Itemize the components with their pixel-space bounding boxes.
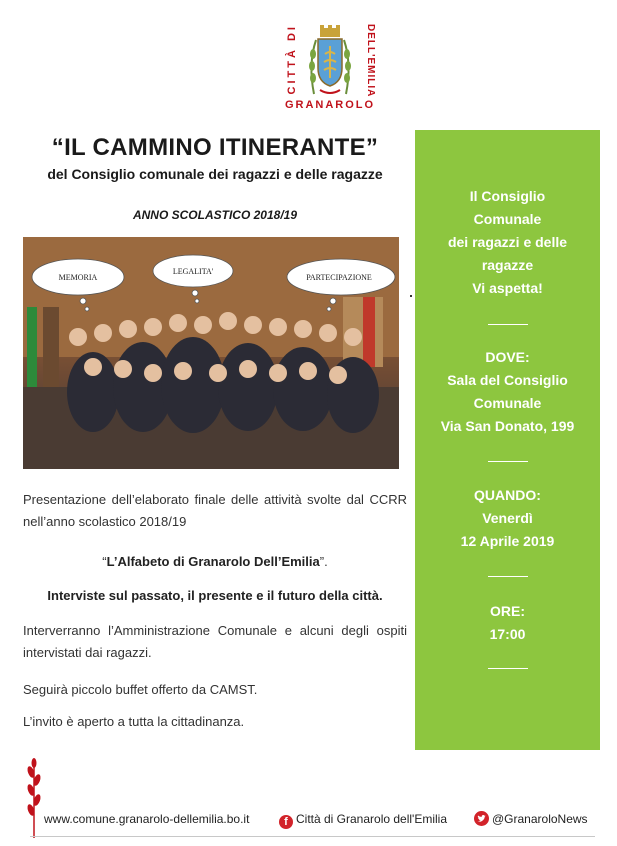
time-value: 17:00 (489, 626, 526, 642)
where-line: Comunale (473, 395, 542, 411)
page-title: “IL CAMMINO ITINERANTE” (51, 134, 379, 161)
project-title: L’Alfabeto di Granarolo Dell’Emilia (106, 554, 320, 569)
school-year: ANNO SCOLASTICO 2018/19 (132, 208, 298, 222)
cloud-label-legalita: LEGALITA' (172, 267, 214, 276)
decorative-dot (410, 295, 412, 297)
project-title-line (23, 551, 407, 573)
footer-bar (44, 810, 604, 830)
where-line: Sala del Consiglio (447, 372, 568, 388)
twitter-icon (474, 811, 489, 826)
divider (488, 461, 528, 462)
project-quote-open: “ (102, 554, 107, 569)
when-block (415, 484, 600, 553)
divider (488, 668, 528, 669)
event-info-panel (415, 130, 600, 750)
cloud-label-memoria: MEMORIA (58, 273, 98, 282)
welcome-line: Il Consiglio (469, 188, 546, 204)
logo-text-bottom: GRANAROLO (284, 99, 376, 111)
divider (488, 576, 528, 577)
welcome-line: dei ragazzi e delle (447, 234, 568, 250)
when-line: 12 Aprile 2019 (460, 533, 555, 549)
welcome-line: Comunale (473, 211, 542, 227)
when-label: QUANDO: (474, 487, 541, 503)
facebook-label: Città di Granarolo dell'Emilia (296, 812, 448, 826)
twitter-label: @GranaroloNews (492, 812, 588, 826)
facebook-icon: f (279, 815, 293, 829)
divider (488, 324, 528, 325)
website-link[interactable]: www.comune.granarolo-dellemilia.bo.it (44, 812, 250, 826)
time-label: ORE: (490, 603, 525, 619)
footer-divider (30, 836, 595, 837)
project-quote-close: ”. (319, 554, 328, 569)
welcome-line: Vi aspetta! (472, 280, 543, 296)
group-photo (23, 237, 399, 469)
facebook-link[interactable] (279, 810, 447, 829)
when-line: Venerdì (482, 510, 533, 526)
buffet-line: Seguirà piccolo buffet offerto da CAMST. (23, 682, 258, 697)
logo-text-right: DELL'EMILIA (365, 24, 376, 98)
municipality-logo (282, 22, 378, 114)
speakers-paragraph: Interverranno l’Amministrazione Comunale e alcuni degli ospiti intervistati dai ragazzi. (23, 623, 407, 660)
page-subtitle: del Consiglio comunale dei ragazzi e delle ragazze (47, 166, 383, 182)
coat-of-arms-icon (306, 24, 354, 98)
wheat-ear-icon (26, 758, 42, 838)
cloud-label-partecipazione: PARTECIPAZIONE (306, 273, 372, 282)
intro-paragraph: Presentazione dell’elaborato finale delle attività svolte dal CCRR nell’anno scolastico 2018/19 (23, 492, 407, 529)
twitter-link[interactable] (474, 810, 588, 828)
where-block (415, 346, 600, 438)
group-photo-illustration (23, 237, 399, 469)
welcome-line: ragazze (481, 257, 534, 273)
where-line: Via San Donato, 199 (440, 418, 575, 434)
where-label: DOVE: (485, 349, 530, 365)
logo-text-left: CITTÀ DI (286, 24, 298, 95)
invite-line: L’invito è aperto a tutta la cittadinanza. (23, 714, 245, 729)
interviews-line: Interviste sul passato, il presente e il futuro della città. (47, 588, 383, 603)
time-block (415, 600, 600, 646)
welcome-block (415, 185, 600, 300)
